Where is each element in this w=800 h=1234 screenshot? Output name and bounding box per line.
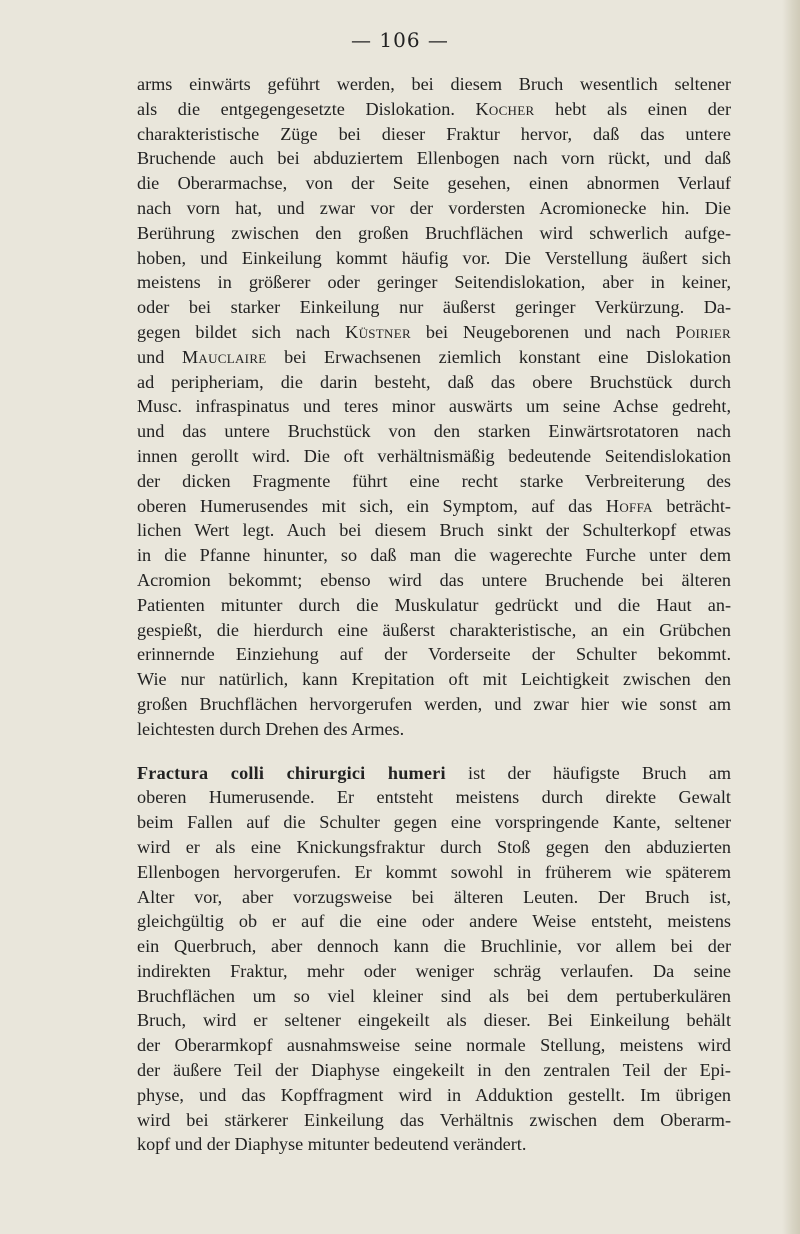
text-line: Alter vor, aber vorzugsweise bei älteren Leuten. Der Bruch ist, [137, 886, 731, 907]
text-line: charakteristische Züge bei dieser Fraktur hervor, daß das untere [137, 123, 731, 144]
text-line: Bruchende auch bei abduziertem Ellenbogen nach vorn rückt, und daß [137, 148, 731, 169]
text-line: der äußere Teil der Diaphyse eingekeilt in den zentralen Teil der Epi- [137, 1060, 731, 1081]
text-line: nach vorn hat, und zwar vor der vordersten Acromionecke hin. Die [137, 197, 731, 218]
page-edge-shadow [782, 0, 800, 1234]
page-number: — 106 — [351, 28, 449, 52]
text-line: und Mauclaire bei Erwachsenen ziemlich konstant eine Dislokation [137, 346, 731, 367]
text-line: physe, und das Kopffragment wird in Adduktion gestellt. Im übrigen [137, 1084, 731, 1105]
text-line: indirekten Fraktur, mehr oder weniger schräg verlaufen. Da seine [137, 960, 731, 981]
text-line: kopf und der Diaphyse mitunter bedeutend verändert. [137, 1134, 527, 1155]
text-line: innen gerollt wird. Die oft verhältnismäßig bedeutende Seitendislokation [137, 445, 731, 466]
text-line: beim Fallen auf die Schulter gegen eine vorspringende Kante, seltener [137, 812, 731, 833]
text-line: hoben, und Einkeilung kommt häufig vor. Die Verstellung äußert sich [137, 247, 731, 268]
text-line: gegen bildet sich nach Küstner bei Neugeborenen und nach Poirier [137, 321, 731, 342]
text-line: großen Bruchflächen hervorgerufen werden, und zwar hier wie sonst am [137, 693, 731, 714]
paragraph [137, 72, 731, 742]
text-line: oder bei starker Einkeilung nur äußerst geringer Verkürzung. Da- [137, 297, 731, 318]
text-line: Ellenbogen hervorgerufen. Er kommt sowohl in früherem wie späterem [137, 861, 731, 882]
text-line: meistens in größerer oder geringer Seitendislokation, aber in keiner, [137, 272, 731, 293]
text-line: Bruchflächen um so viel kleiner sind als bei dem pertuberkulären [137, 985, 731, 1006]
text-line: oberen Humerusende. Er entsteht meistens durch direkte Gewalt [137, 787, 731, 808]
author-name: Poirier [675, 321, 731, 342]
text-line: der dicken Fragmente führt eine recht starke Verbreiterung des [137, 470, 731, 491]
author-name: Kocher [475, 98, 535, 119]
text-line: wird er als eine Knickungsfraktur durch Stoß gegen den abduzierten [137, 836, 731, 857]
author-name: Mauclaire [181, 346, 267, 367]
text-line: erinnernde Einziehung auf der Vorderseite der Schulter bekommt. [137, 644, 731, 665]
text-line: arms einwärts geführt werden, bei diesem Bruch wesentlich seltener [137, 74, 731, 94]
text-line: gleichgültig ob er auf die eine oder andere Weise entsteht, meistens [137, 911, 731, 932]
author-name: Küstner [345, 321, 411, 342]
text-line: ein Querbruch, aber dennoch kann die Bruchlinie, vor allem bei der [137, 936, 731, 957]
text-line: und das untere Bruchstück von den starken Einwärtsrotatoren nach [137, 421, 731, 442]
text-line: lichen Wert legt. Auch bei diesem Bruch sinkt der Schulterkopf etwas [137, 520, 731, 541]
text-line: leichtesten durch Drehen des Armes. [137, 718, 405, 739]
body-text [137, 72, 731, 1157]
text-line: die Oberarmachse, von der Seite gesehen, einen abnormen Verlauf [137, 173, 731, 194]
section-heading: Fractura colli chirurgici humeri [137, 762, 446, 783]
text-line: Acromion bekommt; ebenso wird das untere Bruchende bei älteren [137, 569, 731, 590]
text-line: der Oberarmkopf ausnahmsweise seine normale Stellung, meistens wird [137, 1035, 731, 1056]
text-line: Fractura colli chirurgici humeri ist der häufigste Bruch am [137, 762, 731, 783]
text-line: Patienten mitunter durch die Muskulatur gedrückt und die Haut an- [137, 594, 731, 615]
text-line: Wie nur natürlich, kann Krepitation oft mit Leichtigkeit zwischen den [137, 669, 731, 690]
author-name: Hoffa [605, 495, 653, 516]
text-line: gespießt, die hierdurch eine äußerst charakteristische, an ein Grübchen [137, 619, 731, 640]
text-line: Bruch, wird er seltener eingekeilt als dieser. Bei Einkeilung behält [137, 1010, 731, 1031]
paragraph-gap [137, 742, 731, 761]
text-line: oberen Humerusendes mit sich, ein Symptom, auf das Hoffa beträcht- [137, 495, 731, 516]
text-line: wird bei stärkerer Einkeilung das Verhältnis zwischen dem Oberarm- [137, 1109, 731, 1130]
text-line: in die Pfanne hinunter, so daß man die wagerechte Furche unter dem [137, 545, 731, 566]
text-line: Musc. infraspinatus und teres minor auswärts um seine Achse gedreht, [137, 396, 731, 417]
paragraph [137, 761, 731, 1158]
text-line: als die entgegengesetzte Dislokation. Kocher hebt als einen der [137, 98, 731, 119]
text-line: Berührung zwischen den großen Bruchflächen wird schwerlich aufge- [137, 222, 731, 243]
text-line: ad peripheriam, die darin besteht, daß das obere Bruchstück durch [137, 371, 731, 392]
